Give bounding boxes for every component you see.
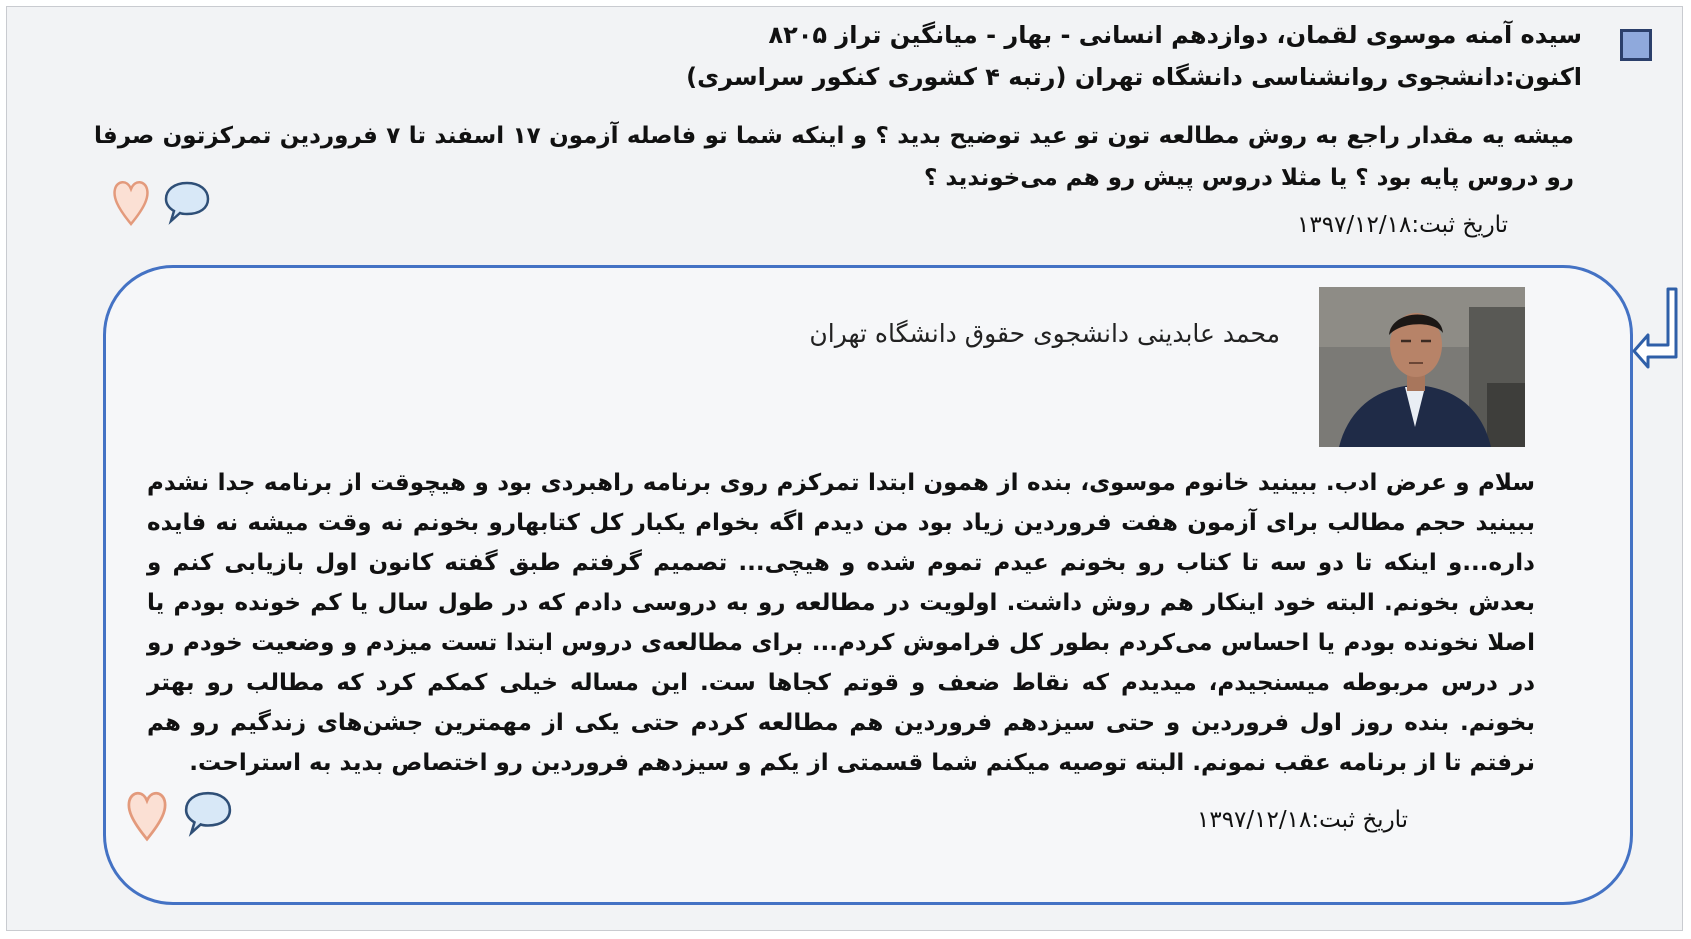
question-date: تاریخ ثبت:۱۳۹۷/۱۲/۱۸: [1297, 212, 1509, 238]
question-text: میشه یه مقدار راجع به روش مطالعه تون تو عید توضیح بدید ؟ و اینکه شما تو فاصله آزمون ۱۷ اسفند تا ۷ فروردین تمرکزتون صرفا رو دروس پایه بود ؟ یا مثلا دروس پیش رو هم می‌خوندید ؟: [94, 123, 1574, 191]
speech-bubble-icon[interactable]: [183, 789, 233, 837]
speech-bubble-icon[interactable]: [163, 179, 211, 225]
responder-name: محمد عابدینی دانشجوی حقوق دانشگاه تهران: [809, 319, 1280, 348]
avatar: [1319, 287, 1525, 447]
heart-icon[interactable]: [125, 787, 169, 843]
answer-text: سلام و عرض ادب. ببینید خانوم موسوی، بنده از همون ابتدا تمرکزم روی برنامه راهبردی بود و هیچوقت از برنامه جدا نشدم ببینید حجم مطالب برای آزمون هفت فروردین زیاد بود من دیدم اگه بخوام یکبار کل کتابهارو بخونم نه وقت میشه نه فایده داره...و اینکه تا دو سه تا کتاب رو بخونم عیدم تموم شده و هیچی... تصمیم گرفتم طبق گفته کانون اول بازیابی کنم و بعدش بخونم. البته خود اینکار هم روش داشت. اولویت در مطالعه رو به دروسی دادم که در طول سال یا کم خونده بودم یا اصلا نخونده بودم یا احساس می‌کردم بطور کل فراموش کردم... برای مطالعه‌ی دروس ابتدا تست میزدم و وضعیت خودم رو در درس مربوطه میسنجیدم، میدیدم که نقاط ضعف و قوتم کجاها ست. این مساله خیلی کمکم کرد که مطالب رو بهتر بخونم. بنده روز اول فروردین و حتی سیزدهم فروردین هم مطالعه کردم حتی یکی از مهمترین جشن‌های زندگیم رو هم نرفتم تا از برنامه عقب نمونم. البته توصیه میکنم شما قسمتی از یکم و سیزدهم فروردین رو اختصاص بدید به استراحت.: [147, 470, 1535, 776]
asker-status-line: اکنون:دانشجوی روانشناسی دانشگاه تهران (رتبه ۴ کشوری کنکور سراسری): [686, 63, 1582, 91]
answer-date: تاریخ ثبت:۱۳۹۷/۱۲/۱۸: [1197, 807, 1409, 833]
qa-card: [6, 6, 1683, 931]
heart-icon[interactable]: [111, 177, 151, 227]
square-bullet-icon: [1620, 29, 1652, 61]
reply-arrow-icon: [1632, 287, 1680, 377]
asker-name-line: سیده آمنه موسوی لقمان، دوازدهم انسانی - بهار - میانگین تراز ۸۲۰۵: [768, 21, 1582, 49]
